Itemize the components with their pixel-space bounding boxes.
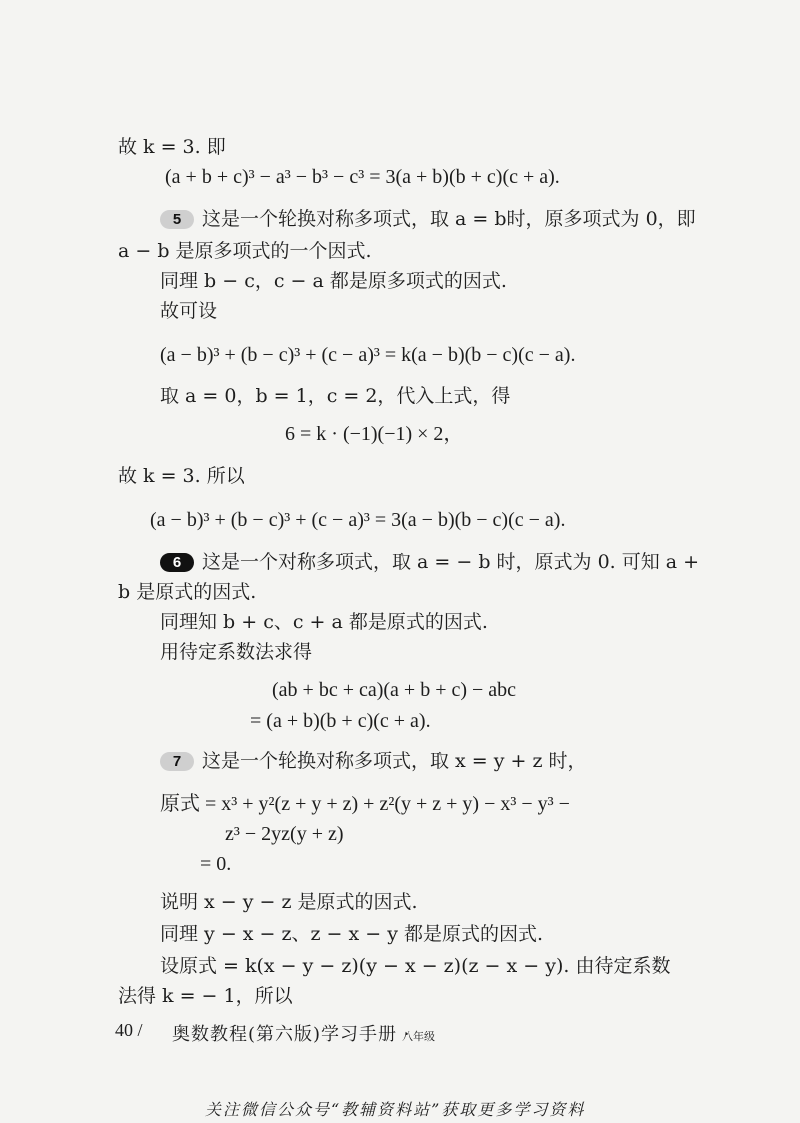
text-line: a − b 是原多项式的一个因式. (118, 240, 372, 262)
text-line: 同理知 b + c、c + a 都是原式的因式. (160, 611, 488, 633)
text-line: b 是原式的因式. (118, 581, 257, 603)
text-line: 故 k = 3. 所以 (118, 465, 245, 487)
equation: (ab + bc + ca)(a + b + c) − abc (272, 679, 517, 701)
text-line: 故 k = 3. 即 (118, 136, 226, 158)
book-title: 奥数教程(第六版)学习手册 · (172, 1024, 411, 1045)
problem-6-line (160, 553, 699, 572)
equation: z³ − 2yz(y + z) (225, 823, 344, 845)
text-line: 法得 k = − 1，所以 (118, 985, 293, 1007)
problem-number-badge: 6 (160, 553, 194, 572)
problem-number-badge: 5 (160, 210, 194, 229)
text-line: 说明 x − y − z 是原式的因式. (160, 891, 418, 913)
equation: 6 = k · (−1)(−1) × 2， (285, 423, 464, 445)
equation: = (a + b)(b + c)(c + a). (250, 710, 431, 732)
equation: 原式 = x³ + y²(z + y + z) + z²(y + z + y) − x³ − y³ − (160, 793, 570, 815)
text-line: 用待定系数法求得 (160, 641, 313, 663)
problem-7-line (160, 752, 587, 771)
problem-number-badge: 7 (160, 752, 194, 771)
text-line: 同理 y − x − z、z − x − y 都是原式的因式. (160, 923, 544, 945)
equation: (a + b + c)³ − a³ − b³ − c³ = 3(a + b)(b + c)(c + a). (165, 166, 560, 188)
promo-watermark-text: 关注微信公众号“教辅资料站”获取更多学习资料 (205, 1100, 586, 1119)
text-line: 设原式 = k(x − y − z)(y − x − z)(z − x − y). 由待定系数 (160, 955, 671, 977)
text-segment: 这是一个对称多项式，取 a = − b 时，原式为 0. 可知 a + (202, 551, 700, 573)
problem-5-line (160, 210, 696, 229)
grade-label: 八年级 (402, 1030, 435, 1043)
page-number: 40 / (115, 1020, 143, 1040)
equation: = 0. (200, 853, 232, 875)
text-line: 同理 b − c，c − a 都是原多项式的因式. (160, 270, 507, 292)
equation: (a − b)³ + (b − c)³ + (c − a)³ = 3(a − b)(b − c)(c − a). (150, 509, 566, 531)
text-segment: 这是一个轮换对称多项式，取 a = b时，原多项式为 0，即 (202, 208, 696, 230)
equation: (a − b)³ + (b − c)³ + (c − a)³ = k(a − b)(b − c)(c − a). (160, 344, 576, 366)
text-line: 取 a = 0，b = 1，c = 2，代入上式，得 (160, 385, 511, 407)
text-segment: 这是一个轮换对称多项式，取 x = y + z 时， (202, 750, 587, 772)
text-line: 故可设 (160, 300, 218, 322)
